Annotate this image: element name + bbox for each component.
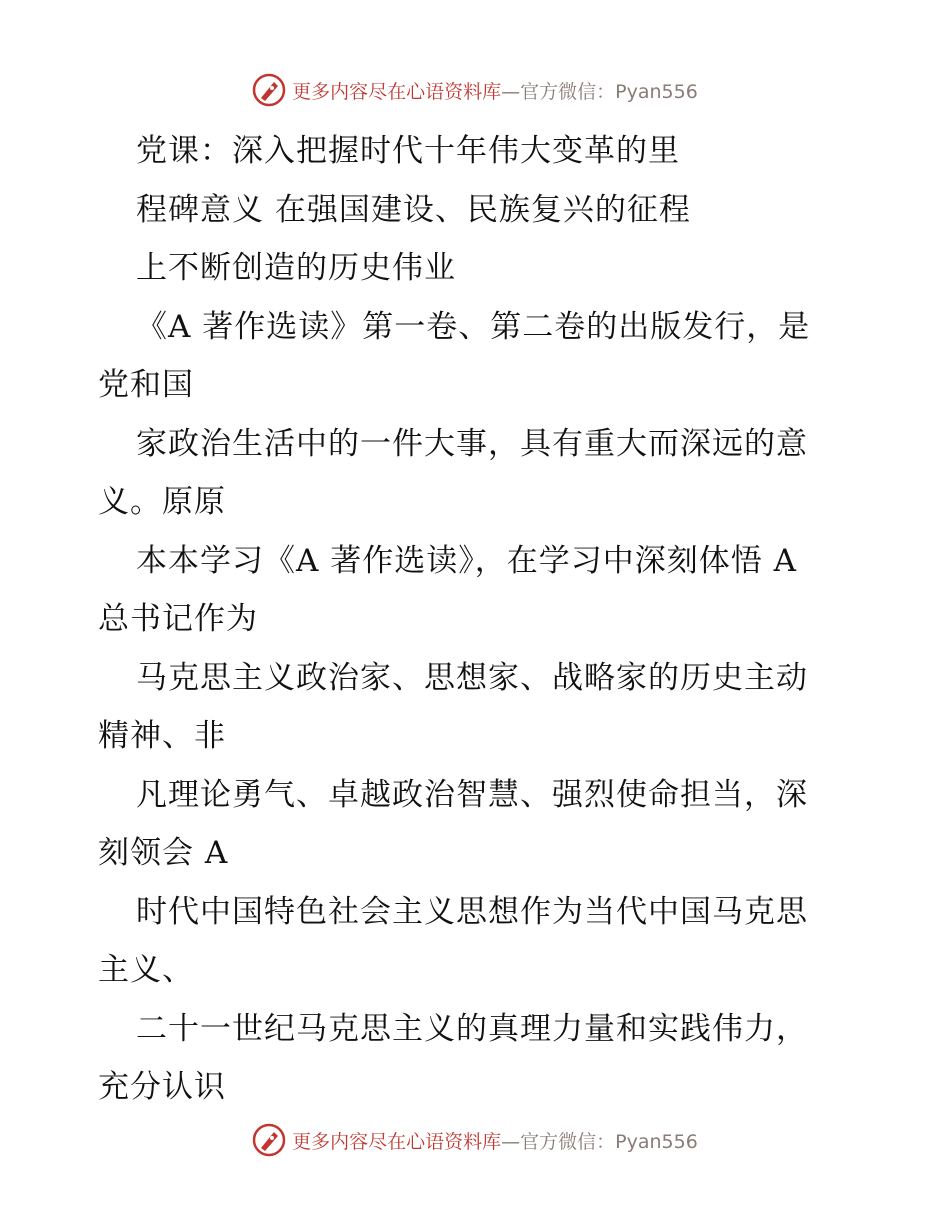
paragraph-line: 本本学习《A 著作选读》，在学习中深刻体悟 A	[136, 542, 797, 579]
paragraph-line: 充分认识	[98, 1069, 226, 1105]
title-line: 党课：深入把握时代十年伟大变革的里	[136, 133, 680, 169]
footer-banner	[0, 1120, 950, 1160]
banner-text: 更多内容尽在心语资料库—官方微信：Pyan556	[292, 80, 698, 103]
paragraph-line: 《A 著作选读》第一卷、第二卷的出版发行，是	[136, 308, 811, 345]
paragraph-line: 马克思主义政治家、思想家、战略家的历史主动	[136, 659, 808, 696]
paragraph-line: 总书记作为	[98, 601, 258, 637]
paragraph-line: 凡理论勇气、卓越政治智慧、强烈使命担当，深	[136, 776, 808, 813]
pen-logo-icon	[252, 73, 286, 107]
paragraph-line: 义。原原	[98, 484, 226, 520]
title-line: 上不断创造的历史伟业	[136, 250, 456, 286]
paragraph-line: 刻领会 A	[98, 835, 229, 871]
document-body	[98, 122, 858, 1117]
paragraph-line: 二十一世纪马克思主义的真理力量和实践伟力，	[136, 1010, 808, 1047]
pen-logo-icon	[252, 1123, 286, 1157]
banner-text: 更多内容尽在心语资料库—官方微信：Pyan556	[292, 1130, 698, 1153]
paragraph-line: 党和国	[98, 367, 194, 403]
paragraph-line: 家政治生活中的一件大事，具有重大而深远的意	[136, 425, 808, 462]
paragraph-line: 时代中国特色社会主义思想作为当代中国马克思	[136, 893, 808, 930]
paragraph-line: 精神、非	[98, 718, 226, 754]
title-line: 程碑意义 在强国建设、民族复兴的征程	[136, 191, 691, 228]
paragraph-line: 主义、	[98, 952, 194, 988]
header-banner	[0, 70, 950, 110]
